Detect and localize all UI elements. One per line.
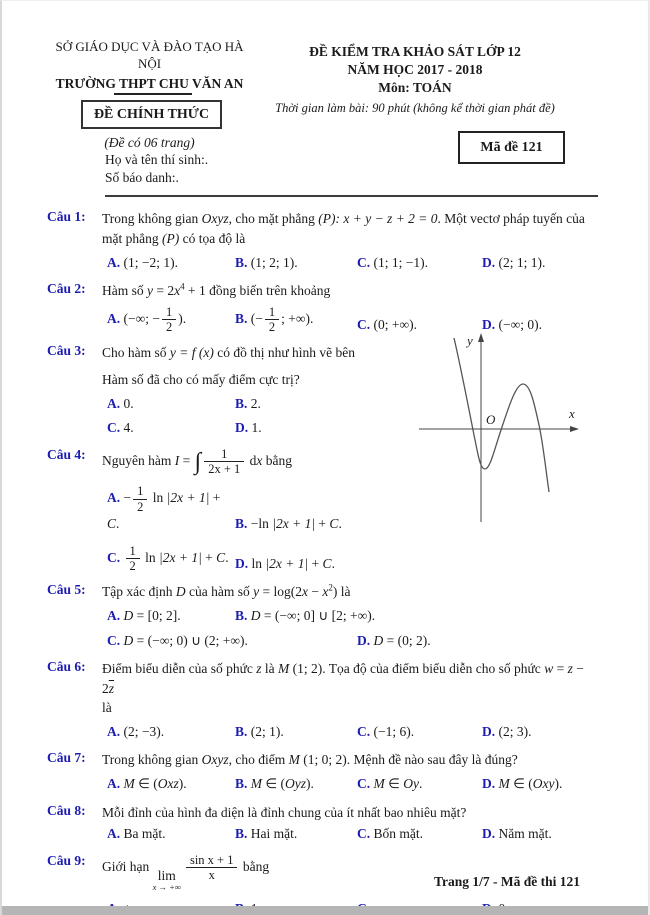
question-4-answers bbox=[102, 484, 427, 573]
answer-letter: D. bbox=[482, 254, 496, 270]
y-axis-label: y bbox=[467, 333, 473, 348]
answer-option-d bbox=[357, 631, 598, 651]
answer-letter: A. bbox=[107, 723, 121, 739]
answer-text: (1; −2; 1). bbox=[123, 254, 178, 270]
answer-letter: B. bbox=[235, 310, 248, 326]
answer-text: Bốn mặt. bbox=[373, 826, 423, 842]
answer-text: 4. bbox=[123, 420, 134, 436]
student-name-line: Họ và tên thí sinh:. bbox=[105, 152, 209, 168]
answer-option-d bbox=[482, 824, 598, 844]
answer-letter: A. bbox=[107, 826, 121, 842]
answer-text: −ln |2x + 1| + C. bbox=[250, 516, 342, 532]
school-underline bbox=[114, 93, 192, 95]
question-6 bbox=[47, 659, 598, 741]
question-7 bbox=[47, 750, 598, 793]
answer-letter: D. bbox=[235, 555, 249, 571]
answer-option-a bbox=[107, 253, 235, 273]
answer-letter: C. bbox=[107, 632, 121, 648]
answer-letter: A. bbox=[107, 395, 121, 411]
answer-text: (− $\frac{1}{2}$ ; +∞). bbox=[250, 304, 314, 335]
answer-text: (−∞; − $\frac{1}{2}$ ). bbox=[123, 304, 187, 335]
answer-letter: A. bbox=[107, 608, 121, 624]
answer-option-a bbox=[107, 394, 235, 414]
answer-text: (1; 2; 1). bbox=[250, 254, 298, 270]
answer-text: $\frac{1}{2}$ ln |2x + 1| + C. bbox=[124, 550, 229, 565]
question-4-text: Nguyên hàm I = ∫ $\frac{1}{2x + 1}$ dx bằng bbox=[102, 446, 292, 477]
answer-letter: B. bbox=[235, 775, 248, 791]
answer-letter: A. bbox=[107, 254, 121, 270]
answer-text: D = (−∞; 0) ∪ (2; +∞). bbox=[123, 632, 248, 648]
answer-letter: B. bbox=[235, 608, 248, 624]
answer-text: − $\frac{1}{2}$ ln |2x + 1| + C. bbox=[107, 484, 221, 532]
answer-text: D = [0; 2]. bbox=[123, 608, 181, 624]
answer-letter: B. bbox=[235, 516, 248, 532]
answer-text: 2. bbox=[250, 395, 261, 411]
exam-subject: Môn: TOÁN bbox=[378, 80, 452, 96]
answer-letter: C. bbox=[357, 316, 371, 332]
answer-option-d bbox=[235, 418, 427, 438]
question-2-text: Hàm số $y = 2x^4 + 1$ đồng biến trên khoảng bbox=[102, 281, 331, 299]
answer-letter: D. bbox=[482, 826, 496, 842]
answer-letter: D. bbox=[235, 420, 249, 436]
answer-letter: B. bbox=[235, 723, 248, 739]
official-exam-box: ĐỀ CHÍNH THỨC bbox=[81, 100, 222, 129]
answer-option-b bbox=[235, 305, 357, 335]
answer-text: (1; 1; −1). bbox=[373, 254, 428, 270]
answer-letter: D. bbox=[482, 723, 496, 739]
answer-text: (−∞; 0). bbox=[498, 316, 542, 332]
answer-option-b bbox=[235, 394, 427, 414]
x-axis-label: x bbox=[569, 406, 575, 421]
answer-text: 0. bbox=[123, 395, 134, 411]
origin-label: O bbox=[486, 412, 496, 427]
answer-option-c bbox=[357, 774, 482, 794]
question-6-answers bbox=[102, 722, 598, 742]
answer-option-a bbox=[107, 722, 235, 742]
question-8-answers bbox=[102, 824, 598, 844]
answer-option-b bbox=[235, 774, 357, 794]
answer-text: Ba mặt. bbox=[123, 826, 166, 842]
answer-option-c bbox=[107, 631, 357, 651]
answer-text: Hai mặt. bbox=[250, 826, 298, 842]
answer-letter: A. bbox=[107, 310, 121, 326]
exam-title-line-2: NĂM HỌC 2017 - 2018 bbox=[347, 62, 483, 78]
answer-option-d bbox=[482, 253, 598, 273]
answer-text: (2; 1; 1). bbox=[498, 254, 546, 270]
cubic-curve bbox=[454, 338, 549, 492]
answer-letter: B. bbox=[235, 826, 248, 842]
question-5-number: Câu 5: bbox=[47, 582, 86, 598]
answer-option-a bbox=[107, 606, 235, 626]
answer-text: D = (−∞; 0] ∪ [2; +∞). bbox=[250, 608, 376, 624]
answer-option-b bbox=[235, 253, 357, 273]
answer-option-c bbox=[107, 544, 235, 574]
answer-letter: C. bbox=[357, 254, 371, 270]
exam-code-box: Mã đề 121 bbox=[458, 131, 565, 164]
answer-letter: A. bbox=[107, 490, 121, 506]
header-right-block bbox=[252, 39, 598, 186]
question-9-text: Giới hạn lim x → +∞ $\frac{\text{sin x + 1}}{x}$ bằng bbox=[102, 852, 270, 893]
answer-option-a bbox=[107, 824, 235, 844]
question-1-number: Câu 1: bbox=[47, 209, 86, 225]
question-2-number: Câu 2: bbox=[47, 281, 86, 297]
question-5-text: Tập xác định D của hàm số $y = \log(2x - x^2)$ là bbox=[102, 582, 351, 600]
question-1 bbox=[47, 209, 598, 272]
answer-letter: B. bbox=[235, 395, 248, 411]
question-7-number: Câu 7: bbox=[47, 750, 86, 766]
exam-duration: Thời gian làm bài: 90 phút (không kể thời gian phát đề) bbox=[275, 100, 555, 115]
answer-option-d bbox=[235, 554, 427, 574]
answer-letter: D. bbox=[482, 775, 496, 791]
answer-letter: C. bbox=[357, 775, 371, 791]
answer-option-c bbox=[107, 418, 235, 438]
scan-edge-strip bbox=[2, 906, 648, 915]
header-separator bbox=[105, 195, 598, 197]
question-2 bbox=[47, 281, 598, 334]
question-8-text: Mỗi đỉnh của hình đa diện là đỉnh chung của ít nhất bao nhiêu mặt? bbox=[102, 804, 467, 820]
answer-text: M ∈ (Oxy). bbox=[498, 775, 563, 791]
answer-letter: A. bbox=[107, 775, 121, 791]
question-7-answers bbox=[102, 774, 598, 794]
question-1-answers bbox=[102, 253, 598, 273]
question-6-text: Điểm biểu diễn của số phức z là M (1; 2). Tọa độ của điểm biểu diễn cho số phức $w = z - 2\overline{z}$ bbox=[102, 661, 584, 696]
answer-text: (2; 3). bbox=[498, 723, 532, 739]
exam-header bbox=[47, 39, 598, 186]
answer-letter: C. bbox=[107, 549, 121, 565]
answer-text: ln |2x + 1| + C. bbox=[251, 555, 335, 571]
answer-option-b bbox=[235, 606, 598, 626]
answer-option-d bbox=[482, 774, 598, 794]
answer-option-d bbox=[482, 722, 598, 742]
answer-option-c bbox=[357, 253, 482, 273]
answer-text: (2; 1). bbox=[250, 723, 284, 739]
answer-text: (2; −3). bbox=[123, 723, 165, 739]
answer-text: Năm mặt. bbox=[498, 826, 552, 842]
answer-letter: C. bbox=[357, 826, 371, 842]
answer-text: (0; +∞). bbox=[373, 316, 417, 332]
answer-letter: D. bbox=[357, 632, 371, 648]
answer-option-a bbox=[107, 305, 235, 335]
answer-option-c bbox=[357, 722, 482, 742]
candidate-number-line: Số báo danh:. bbox=[105, 169, 179, 185]
answer-option-b bbox=[235, 514, 427, 534]
header-left-block bbox=[47, 39, 252, 186]
question-8 bbox=[47, 803, 598, 844]
question-8-number: Câu 8: bbox=[47, 802, 86, 818]
page-count-note: (Đề có 06 trang) bbox=[104, 135, 195, 151]
question-6-number: Câu 6: bbox=[47, 659, 86, 675]
answer-letter: C. bbox=[107, 420, 121, 436]
page-footer: Trang 1/7 - Mã đề thi 121 bbox=[434, 874, 580, 889]
answer-option-c bbox=[357, 824, 482, 844]
question-3-answers bbox=[102, 394, 427, 438]
question-3-text-2: Hàm số đã cho có mấy điểm cực trị? bbox=[102, 371, 300, 387]
answer-option-b bbox=[235, 824, 357, 844]
answer-letter: D. bbox=[482, 316, 496, 332]
answer-text: D = (0; 2). bbox=[373, 632, 431, 648]
y-axis-arrow bbox=[478, 333, 484, 342]
answer-text: M ∈ Oy. bbox=[373, 775, 423, 791]
question-5-answers bbox=[102, 606, 598, 650]
question-1-text: Trong không gian Oxyz, cho mặt phẳng (P): x + y − z + 2 = 0. Một vectơ pháp tuyến của mặt phẳng (P) có tọa độ là bbox=[102, 211, 585, 246]
answer-text: M ∈ (Oxz). bbox=[123, 775, 187, 791]
department-line-2: NỘI bbox=[137, 55, 162, 71]
question-7-text: Trong không gian Oxyz, cho điểm M (1; 0; 2). Mệnh đề nào sau đây là đúng? bbox=[102, 752, 518, 768]
school-name: TRƯỜNG THPT CHU VĂN AN bbox=[55, 75, 244, 91]
answer-option-a bbox=[107, 774, 235, 794]
answer-option-a bbox=[107, 484, 235, 533]
department-line-1: SỞ GIÁO DỤC VÀ ĐÀO TẠO HÀ bbox=[55, 39, 244, 54]
answer-text: (−1; 6). bbox=[373, 723, 415, 739]
answer-letter: B. bbox=[235, 254, 248, 270]
x-axis-arrow bbox=[570, 426, 579, 432]
question-9-number: Câu 9: bbox=[47, 852, 86, 868]
question-3-text: Cho hàm số y = f (x) có đồ thị như hình vẽ bên bbox=[102, 345, 356, 361]
answer-option-b bbox=[235, 722, 357, 742]
exam-title-line-1: ĐỀ KIỂM TRA KHẢO SÁT LỚP 12 bbox=[309, 44, 521, 59]
question-3-number: Câu 3: bbox=[47, 343, 86, 359]
answer-letter: C. bbox=[357, 723, 371, 739]
function-graph bbox=[413, 330, 593, 530]
question-6-text-2: là bbox=[102, 700, 112, 716]
answer-text: 1. bbox=[251, 420, 262, 436]
question-4-number: Câu 4: bbox=[47, 446, 86, 462]
answer-text: M ∈ (Oyz). bbox=[250, 775, 314, 791]
question-5 bbox=[47, 582, 598, 650]
